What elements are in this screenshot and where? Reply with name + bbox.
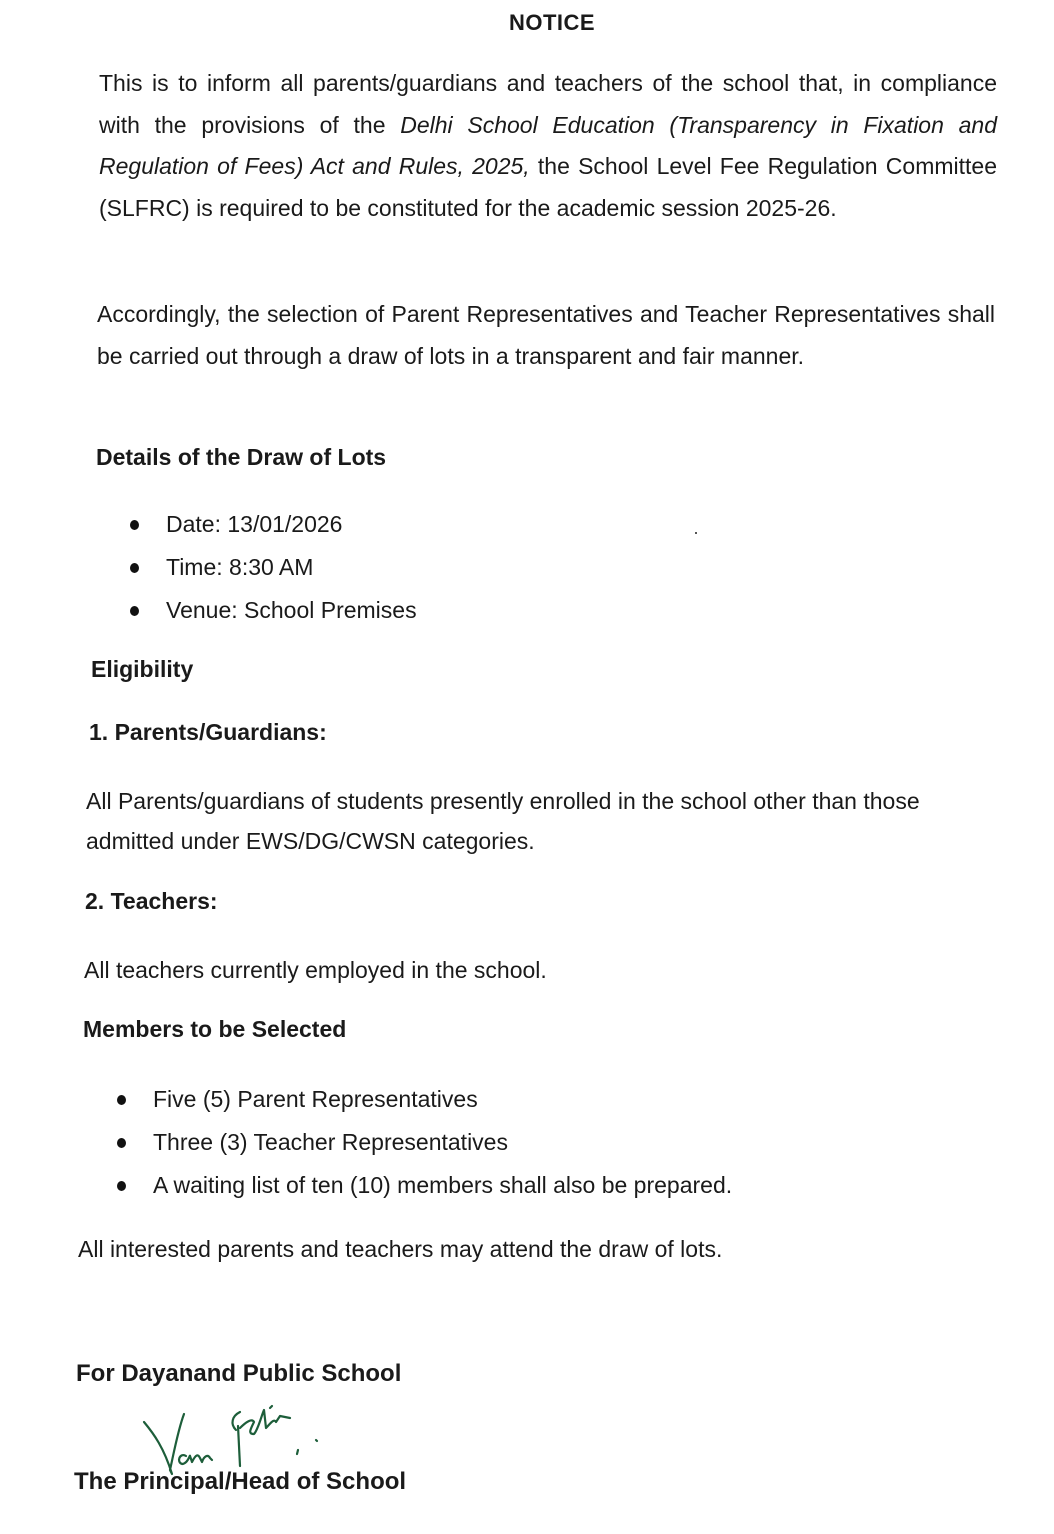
list-item <box>130 546 417 589</box>
detail-date: Date: 13/01/2026 <box>166 511 343 537</box>
eligibility-heading: Eligibility <box>91 656 194 682</box>
detail-venue: Venue: School Premises <box>166 597 417 623</box>
member-waiting-list: A waiting list of ten (10) members shall also be prepared. <box>153 1172 733 1198</box>
intro-text-before: This is to inform all parents/guardians and teachers of the school that, in compliance with the provisions of the <box>99 70 997 138</box>
selection-paragraph: Accordingly, the selection of Parent Representatives and Teacher Representatives shall be carried out through a draw of lots in a transparent and fair manner. <box>97 301 995 369</box>
bullet-icon <box>130 606 139 616</box>
notice-title: NOTICE <box>508 10 596 35</box>
list-item <box>130 589 417 632</box>
teachers-eligibility-text: All teachers currently employed in the school. <box>84 957 547 983</box>
scan-speck <box>695 532 697 534</box>
act-name: Delhi School Education (Transparency in Fixation and Regulation of Fees) Act and Rules, 2025, <box>99 111 997 179</box>
signatory-role: The Principal/Head of School <box>74 1468 407 1495</box>
intro-paragraph <box>99 63 997 229</box>
details-heading: Details of the Draw of Lots <box>96 444 387 470</box>
teachers-heading: 2. Teachers: <box>85 888 218 914</box>
signatory-organization: For Dayanand Public School <box>76 1360 402 1387</box>
parents-eligibility-text: All Parents/guardians of students presently enrolled in the school other than those admitted under EWS/DG/CWSN categories. <box>86 788 920 854</box>
bullet-icon <box>130 563 139 573</box>
members-heading: Members to be Selected <box>83 1016 347 1042</box>
signature-strokes <box>144 1406 317 1474</box>
detail-time: Time: 8:30 AM <box>166 554 314 580</box>
list-item <box>130 503 417 546</box>
members-list <box>117 1078 732 1207</box>
list-item <box>117 1164 732 1207</box>
bullet-icon <box>117 1138 126 1148</box>
bullet-icon <box>117 1181 126 1191</box>
member-parents: Five (5) Parent Representatives <box>153 1086 478 1112</box>
list-item <box>117 1078 732 1121</box>
bullet-icon <box>130 520 139 530</box>
parents-heading: 1. Parents/Guardians: <box>89 719 327 745</box>
member-teachers: Three (3) Teacher Representatives <box>153 1129 508 1155</box>
details-list <box>130 503 417 632</box>
closing-text: All interested parents and teachers may attend the draw of lots. <box>78 1236 723 1262</box>
bullet-icon <box>117 1095 126 1105</box>
list-item <box>117 1121 732 1164</box>
intro-text-after: the School Level Fee Regulation Committee (SLFRC) is required to be constituted for the academic session 2025-26. <box>99 153 997 221</box>
